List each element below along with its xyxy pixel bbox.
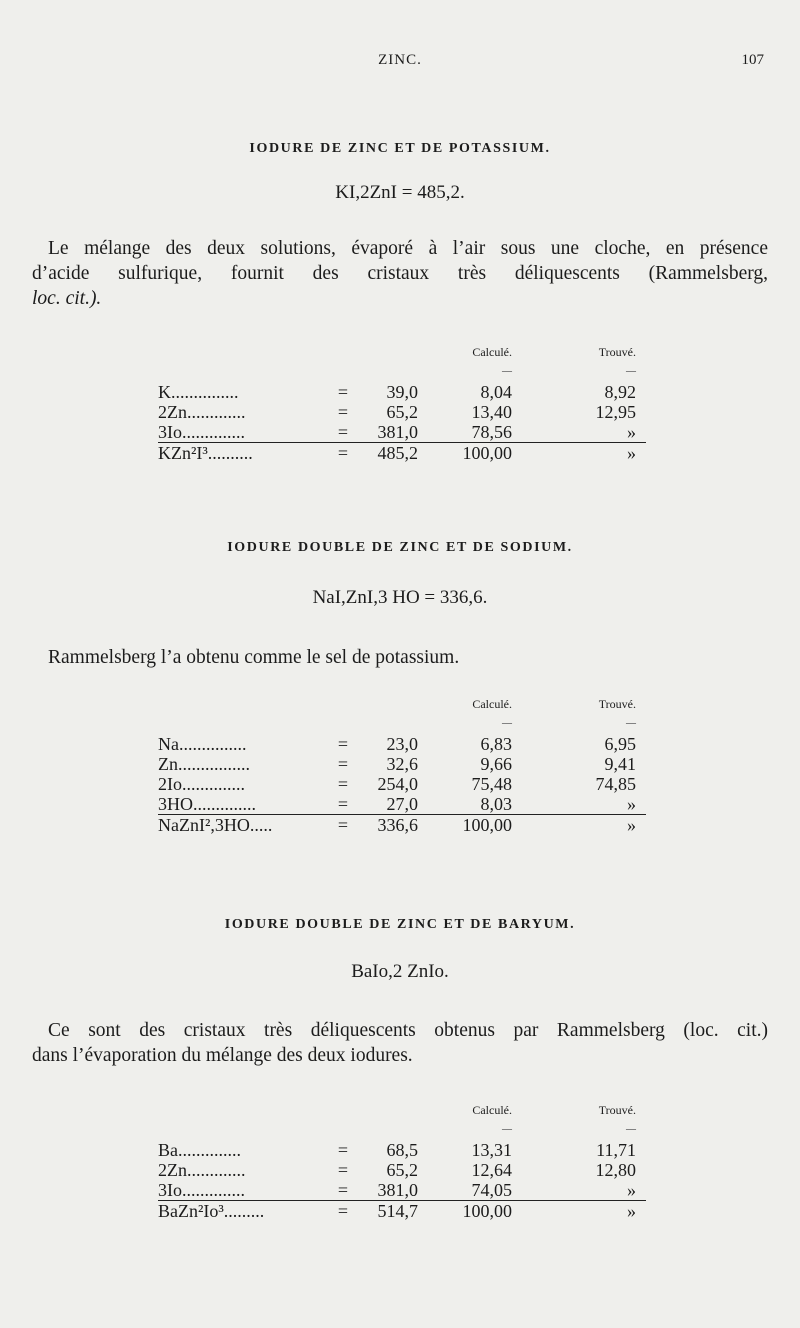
leader-dots: ..............: [182, 774, 245, 794]
atomic-weight: 381,0: [377, 422, 418, 442]
table-row: [158, 774, 646, 794]
found-value: »: [627, 1180, 636, 1200]
found-value: 6,95: [604, 734, 636, 754]
table-row: [158, 754, 646, 774]
atomic-weight: 39,0: [386, 382, 418, 402]
found-value: 8,92: [604, 382, 636, 402]
equals-sign: =: [328, 815, 358, 836]
total-weight: 336,6: [358, 815, 432, 836]
equals-sign: =: [337, 774, 349, 794]
equals-sign: =: [337, 1160, 349, 1180]
total-found: »: [516, 1201, 646, 1222]
leader-dots: ..............: [178, 1140, 241, 1160]
col-header-calc: Calculé.: [472, 345, 512, 359]
leader-dots: ..............: [182, 1180, 245, 1200]
leader-dots: ...............: [179, 734, 247, 754]
leader-dots: ..............: [182, 422, 245, 442]
calculated-value: 74,05: [471, 1180, 512, 1200]
atomic-weight: 27,0: [386, 794, 418, 814]
total-weight: 485,2: [358, 443, 432, 464]
calculated-value: 13,40: [471, 402, 512, 422]
leader-dots: ..............: [193, 794, 256, 814]
formula-potassium: KI,2ZnI = 485,2.: [335, 182, 465, 203]
analysis-table-sodium: Calculé. Trouvé. — — Na............... = 23,0 6,83 6,95 Zn................ = 32,6 9,66 9,41 2Io.............. = 254,0 75,48 74,85 3HO.............. = 27,0 8,03 » NaZnI²,3HO..... = 336,6 100,00 »: [158, 694, 646, 835]
table-total-row: [158, 1201, 646, 1222]
equals-sign: =: [337, 1180, 349, 1200]
total-calculated: 100,00: [432, 443, 516, 464]
equals-sign: =: [337, 1140, 349, 1160]
equals-sign: =: [328, 443, 358, 464]
element-label: 2Zn: [158, 1160, 187, 1180]
atomic-weight: 32,6: [386, 754, 418, 774]
formula-baryum: BaIo,2 ZnIo.: [351, 961, 449, 982]
calculated-value: 9,66: [480, 754, 512, 774]
paragraph-line: Ce sont des cristaux très déliquescents obtenus par Rammelsberg (loc. cit.): [48, 1020, 768, 1041]
leader-dots: .............: [187, 1160, 246, 1180]
table-total-row: [158, 815, 646, 836]
analysis-table-baryum: Calculé. Trouvé. — — Ba.............. = 68,5 13,31 11,71 2Zn............. = 65,2 12,64 12,80 3Io.............. = 381,0 74,05 » BaZn²Io³......... = 514,7 100,00 »: [158, 1100, 646, 1221]
table-row: [158, 1140, 646, 1160]
equals-sign: =: [337, 734, 349, 754]
atomic-weight: 23,0: [386, 734, 418, 754]
equals-sign: =: [337, 402, 349, 422]
equals-sign: =: [337, 794, 349, 814]
leader-dots: .............: [187, 402, 246, 422]
section-heading-potassium: IODURE DE ZINC ET DE POTASSIUM.: [249, 141, 551, 156]
calculated-value: 78,56: [471, 422, 512, 442]
element-label: 3HO: [158, 794, 193, 814]
element-label: Zn: [158, 754, 178, 774]
paragraph-line: Le mélange des deux solutions, évaporé à l’air sous une cloche, en présence: [48, 238, 768, 259]
calculated-value: 75,48: [471, 774, 512, 794]
table-row: [158, 382, 646, 402]
total-found: »: [516, 815, 646, 836]
calculated-value: 13,31: [471, 1140, 512, 1160]
paragraph-line: dans l’évaporation du mélange des deux iodures.: [32, 1045, 413, 1066]
element-label: 2Zn: [158, 402, 187, 422]
equals-sign: =: [337, 754, 349, 774]
calculated-value: 8,04: [480, 382, 512, 402]
atomic-weight: 65,2: [386, 402, 418, 422]
atomic-weight: 68,5: [386, 1140, 418, 1160]
element-label: 2Io: [158, 774, 182, 794]
found-value: 11,71: [596, 1140, 636, 1160]
element-label: 3Io: [158, 1180, 182, 1200]
total-calculated: 100,00: [432, 1201, 516, 1222]
found-value: »: [627, 794, 636, 814]
table-row: [158, 794, 646, 815]
atomic-weight: 254,0: [377, 774, 418, 794]
found-value: 12,95: [595, 402, 636, 422]
table-row: [158, 734, 646, 754]
leader-dots: ..........: [207, 443, 253, 463]
leader-dots: .........: [223, 1201, 265, 1221]
analysis-table-potassium: Calculé. Trouvé. — — K............... = 39,0 8,04 8,92 2Zn............. = 65,2 13,40 12,95 3Io.............. = 381,0 78,56 » KZn²I³.......... = 485,2 100,00 »: [158, 342, 646, 463]
leader-dots: ...............: [171, 382, 239, 402]
running-head: [0, 52, 800, 72]
found-value: 9,41: [604, 754, 636, 774]
total-label: BaZn²Io³: [158, 1201, 224, 1221]
leader-dots: ................: [178, 754, 250, 774]
col-header-calc: Calculé.: [472, 697, 512, 711]
col-header-found: Trouvé.: [598, 697, 636, 711]
table-row: [158, 1180, 646, 1201]
running-head-title: ZINC.: [378, 52, 422, 68]
element-label: K: [158, 382, 171, 402]
page-number: 107: [741, 52, 764, 68]
table-row: [158, 422, 646, 443]
total-label: KZn²I³: [158, 443, 208, 463]
total-calculated: 100,00: [432, 815, 516, 836]
calculated-value: 12,64: [471, 1160, 512, 1180]
paragraph-line: loc. cit.).: [32, 288, 102, 309]
section-heading-sodium: IODURE DOUBLE DE ZINC ET DE SODIUM.: [227, 540, 573, 555]
paragraph-line: d’acide sulfurique, fournit des cristaux très déliquescents (Rammelsberg,: [32, 263, 768, 284]
found-value: 12,80: [595, 1160, 636, 1180]
table-row: [158, 1160, 646, 1180]
col-header-found: Trouvé.: [598, 1103, 636, 1117]
paragraph-line: Rammelsberg l’a obtenu comme le sel de potassium.: [48, 647, 460, 668]
calculated-value: 8,03: [480, 794, 512, 814]
element-label: 3Io: [158, 422, 182, 442]
paragraph-potassium: [32, 236, 768, 311]
table-row: [158, 402, 646, 422]
total-label: NaZnI²,3HO: [158, 815, 250, 835]
paragraph-baryum: [32, 1018, 768, 1068]
calculated-value: 6,83: [480, 734, 512, 754]
total-found: »: [516, 443, 646, 464]
equals-sign: =: [337, 422, 349, 442]
equals-sign: =: [328, 1201, 358, 1222]
table-total-row: [158, 443, 646, 464]
found-value: 74,85: [595, 774, 636, 794]
element-label: Ba: [158, 1140, 178, 1160]
formula-sodium: NaI,ZnI,3 HO = 336,6.: [312, 587, 488, 608]
total-weight: 514,7: [358, 1201, 432, 1222]
col-header-found: Trouvé.: [598, 345, 636, 359]
leader-dots: .....: [249, 815, 273, 835]
element-label: Na: [158, 734, 179, 754]
col-header-calc: Calculé.: [472, 1103, 512, 1117]
atomic-weight: 381,0: [377, 1180, 418, 1200]
section-heading-baryum: IODURE DOUBLE DE ZINC ET DE BARYUM.: [224, 917, 576, 932]
atomic-weight: 65,2: [386, 1160, 418, 1180]
paragraph-sodium: [32, 645, 768, 670]
found-value: »: [627, 422, 636, 442]
equals-sign: =: [337, 382, 349, 402]
